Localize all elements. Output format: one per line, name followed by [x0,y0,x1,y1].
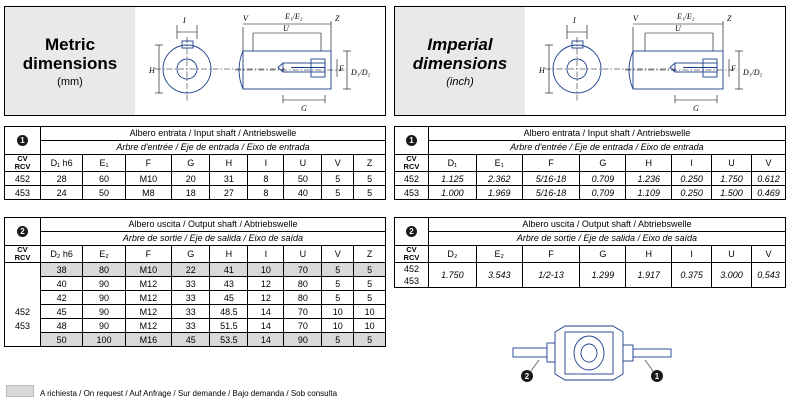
cell-u: 70 [284,305,322,319]
cell-i: 0.375 [672,263,712,288]
cell-d2: 38 [40,263,82,277]
cell-f: 5/16-18 [522,172,580,186]
metric-output-col-g: G [172,246,210,263]
cell-u: 1.500 [712,186,752,200]
cell-i: 14 [248,305,284,319]
metric-drawing [135,7,385,115]
cell-f: M10 [125,263,172,277]
cell-h: 1.109 [626,186,672,200]
table-row [395,172,786,186]
cell-e2: 90 [83,305,125,319]
imperial-input-col-u: U [712,155,752,172]
imperial-input-col-h: H [626,155,672,172]
imperial-output-title-2: Arbre de sortie / Eje de salida / Eixo de saída [428,232,785,246]
imperial-output-col-v: V [751,246,785,263]
cell-g: 33 [172,291,210,305]
table-row [395,263,786,276]
metric-output-col-h: H [210,246,248,263]
svg-text:E₁/E₂: E₁/E₂ [285,12,303,21]
legend-swatch [6,385,34,397]
cell-v: 5 [322,277,354,291]
svg-text:2: 2 [524,372,530,381]
table-row [5,263,386,277]
svg-text:F: F [731,64,736,73]
imperial-output-shaft-table [394,217,786,288]
cell-d2: 50 [40,333,82,347]
cell-f: M8 [125,186,172,200]
imperial-output-col-g: G [580,246,626,263]
cell-v: 0.543 [751,263,785,288]
cell-u: 1.750 [712,172,752,186]
cell-empty [5,263,41,305]
imperial-input-title-2: Arbre d'entrée / Eje de entrada / Eixo de entrada [428,141,785,155]
cell-g: 33 [172,305,210,319]
cell-g: 1.299 [580,263,626,288]
cell-v: 10 [322,319,354,333]
cell-e2: 100 [83,333,125,347]
imperial-output-title-1: Albero uscita / Output shaft / Abtriebswelle [428,218,785,232]
cell-v: 5 [322,291,354,305]
cell-d2: 45 [40,305,82,319]
gearbox-illustration [505,318,695,388]
cell-u: 80 [284,277,322,291]
metric-output-col-cv: CV RCV [5,246,41,263]
imperial-input-col-e1: E₁ [476,155,522,172]
metric-input-title-2: Arbre d'entrée / Eje de entrada / Eixo de entrada [40,141,385,155]
metric-output-col-i: I [248,246,284,263]
cell-h: 53.5 [210,333,248,347]
metric-title-line1: Metric [44,34,96,54]
cell-i: 10 [248,263,284,277]
svg-text:H: H [539,66,545,75]
imperial-unit: (inch) [446,75,474,88]
cell-cv: 452 [395,172,429,186]
svg-text:I: I [573,16,576,25]
footnote-text: A richiesta / On request / Auf Anfrage / Sur demande / Bajo demanda / Sob consulta [40,389,338,398]
cell-e1: 2.362 [476,172,522,186]
cell-i: 8 [248,186,284,200]
metric-input-col-z: Z [354,155,386,172]
imperial-input-badge: 1 [395,127,429,155]
cell-g: 20 [172,172,210,186]
cell-u: 70 [284,319,322,333]
cell-i: 14 [248,319,284,333]
cell-f: M12 [125,319,172,333]
cell-v: 0.612 [752,172,786,186]
metric-output-col-u: U [284,246,322,263]
imperial-input-col-i: I [672,155,712,172]
cell-g: 18 [172,186,210,200]
imperial-input-col-d1: D₁ [428,155,476,172]
table-row [5,172,386,186]
svg-text:V: V [633,14,638,23]
cell-u: 90 [284,333,322,347]
cell-v: 5 [322,172,354,186]
cell-i: 14 [248,333,284,347]
table-row [5,305,386,319]
svg-text:U: U [675,24,681,33]
cell-e2: 3.543 [476,263,522,288]
cell-z: 5 [354,172,386,186]
cell-u: 50 [284,172,322,186]
metric-input-col-h: H [210,155,248,172]
metric-title-line2: dimensions [22,53,118,73]
imperial-output-col-cv: CV RCV [395,246,429,263]
imperial-title [395,7,525,115]
cell-f: M12 [125,277,172,291]
cell-f: M12 [125,305,172,319]
cell-e2: 90 [83,291,125,305]
table-row [5,186,386,200]
cell-u: 80 [284,291,322,305]
cell-f: 1/2-13 [522,263,580,288]
svg-text:G: G [301,104,307,113]
cell-cv: 452 [5,172,41,186]
svg-text:D₁/D₂: D₁/D₂ [743,68,763,77]
svg-text:H: H [149,66,155,75]
cell-h: 45 [210,291,248,305]
cell-cv: 453 [5,186,41,200]
cell-d1: 28 [40,172,82,186]
cell-cv-452: 452 [395,263,429,276]
cell-cv: 453 [395,186,429,200]
table-row [5,319,386,333]
cell-z: 10 [354,319,386,333]
metric-output-shaft-table [4,217,386,347]
metric-input-col-d1: D₁ h6 [40,155,82,172]
cell-z: 5 [354,333,386,347]
imperial-title-line2: dimensions [412,53,508,73]
metric-output-col-v: V [322,246,354,263]
imperial-input-col-g: G [580,155,626,172]
cell-z: 5 [354,263,386,277]
svg-text:E₁/E₂: E₁/E₂ [677,12,695,21]
cell-h: 1.236 [626,172,672,186]
cell-g: 33 [172,319,210,333]
cell-u: 40 [284,186,322,200]
cell-d2: 40 [40,277,82,291]
cell-h: 27 [210,186,248,200]
metric-input-col-g: G [172,155,210,172]
cell-u: 70 [284,263,322,277]
svg-text:1: 1 [654,372,660,381]
metric-input-title-1: Albero entrata / Input shaft / Antriebswelle [40,127,385,141]
imperial-output-col-u: U [712,246,752,263]
imperial-input-col-f: F [522,155,580,172]
table-row [5,291,386,305]
metric-input-col-u: U [284,155,322,172]
svg-text:U: U [283,24,289,33]
cell-h: 51.5 [210,319,248,333]
cell-v: 5 [322,186,354,200]
table-row [5,277,386,291]
cell-v: 5 [322,263,354,277]
imperial-input-title-1: Albero entrata / Input shaft / Antriebswelle [428,127,785,141]
svg-text:G: G [693,104,699,113]
imperial-output-col-h: H [626,246,672,263]
cell-e1: 60 [83,172,125,186]
cell-cv-453: 453 [5,319,41,333]
metric-unit: (mm) [57,75,83,88]
cell-e1: 1.969 [476,186,522,200]
cell-cv-453: 453 [395,275,429,288]
cell-z: 10 [354,305,386,319]
imperial-output-col-e2: E₂ [476,246,522,263]
table-row [5,333,386,347]
imperial-input-col-v: V [752,155,786,172]
imperial-output-col-d2: D₂ [428,246,476,263]
svg-text:V: V [243,14,248,23]
metric-output-col-e2: E₂ [83,246,125,263]
cell-d2: 42 [40,291,82,305]
metric-title [5,7,135,115]
imperial-drawing [525,7,785,115]
cell-f: M16 [125,333,172,347]
cell-i: 12 [248,277,284,291]
imperial-title-line1: Imperial [427,34,493,54]
cell-e2: 90 [83,319,125,333]
cell-z: 5 [354,277,386,291]
cell-u: 3.000 [712,263,752,288]
metric-input-badge: 1 [5,127,41,155]
metric-output-badge: 2 [5,218,41,246]
cell-e2: 80 [83,263,125,277]
metric-output-col-f: F [125,246,172,263]
cell-g: 45 [172,333,210,347]
cell-v: 5 [322,333,354,347]
cell-z: 5 [354,291,386,305]
cell-d2: 1.750 [428,263,476,288]
cell-g: 33 [172,277,210,291]
imperial-output-col-i: I [672,246,712,263]
metric-input-col-v: V [322,155,354,172]
metric-output-col-z: Z [354,246,386,263]
imperial-header-box [394,6,786,116]
metric-input-col-e1: E₁ [83,155,125,172]
imperial-input-col-cv: CV RCV [395,155,429,172]
cell-f: M12 [125,291,172,305]
svg-text:Z: Z [727,14,732,23]
imperial-output-badge: 2 [395,218,429,246]
cell-h: 41 [210,263,248,277]
svg-text:D₁/D₂: D₁/D₂ [351,68,371,77]
metric-input-shaft-table [4,126,386,200]
footnote [6,385,337,398]
cell-d1: 24 [40,186,82,200]
cell-i: 12 [248,291,284,305]
cell-h: 43 [210,277,248,291]
metric-input-col-cv: CV RCV [5,155,41,172]
cell-z: 5 [354,186,386,200]
cell-i: 0.250 [672,172,712,186]
cell-e2: 90 [83,277,125,291]
svg-text:I: I [183,16,186,25]
cell-i: 8 [248,172,284,186]
cell-f: M10 [125,172,172,186]
cell-v: 10 [322,305,354,319]
table-row [395,186,786,200]
svg-text:F: F [339,64,344,73]
cell-d1: 1.125 [428,172,476,186]
cell-h: 31 [210,172,248,186]
imperial-input-shaft-table [394,126,786,200]
cell-d2: 48 [40,319,82,333]
metric-output-title-2: Arbre de sortie / Eje de salida / Eixo de saída [40,232,385,246]
cell-g: 0.709 [580,186,626,200]
cell-e1: 50 [83,186,125,200]
cell-f: 5/16-18 [522,186,580,200]
cell-g: 0.709 [580,172,626,186]
cell-h: 1.917 [626,263,672,288]
cell-g: 22 [172,263,210,277]
cell-empty [5,333,41,347]
cell-d1: 1.000 [428,186,476,200]
metric-output-col-d2: D₂ h6 [40,246,82,263]
cell-i: 0.250 [672,186,712,200]
metric-header-box [4,6,386,116]
svg-text:Z: Z [335,14,340,23]
metric-input-col-i: I [248,155,284,172]
cell-h: 48.5 [210,305,248,319]
metric-output-title-1: Albero uscita / Output shaft / Abtriebswelle [40,218,385,232]
metric-input-col-f: F [125,155,172,172]
imperial-output-col-f: F [522,246,580,263]
cell-v: 0.469 [752,186,786,200]
cell-cv-452: 452 [5,305,41,319]
